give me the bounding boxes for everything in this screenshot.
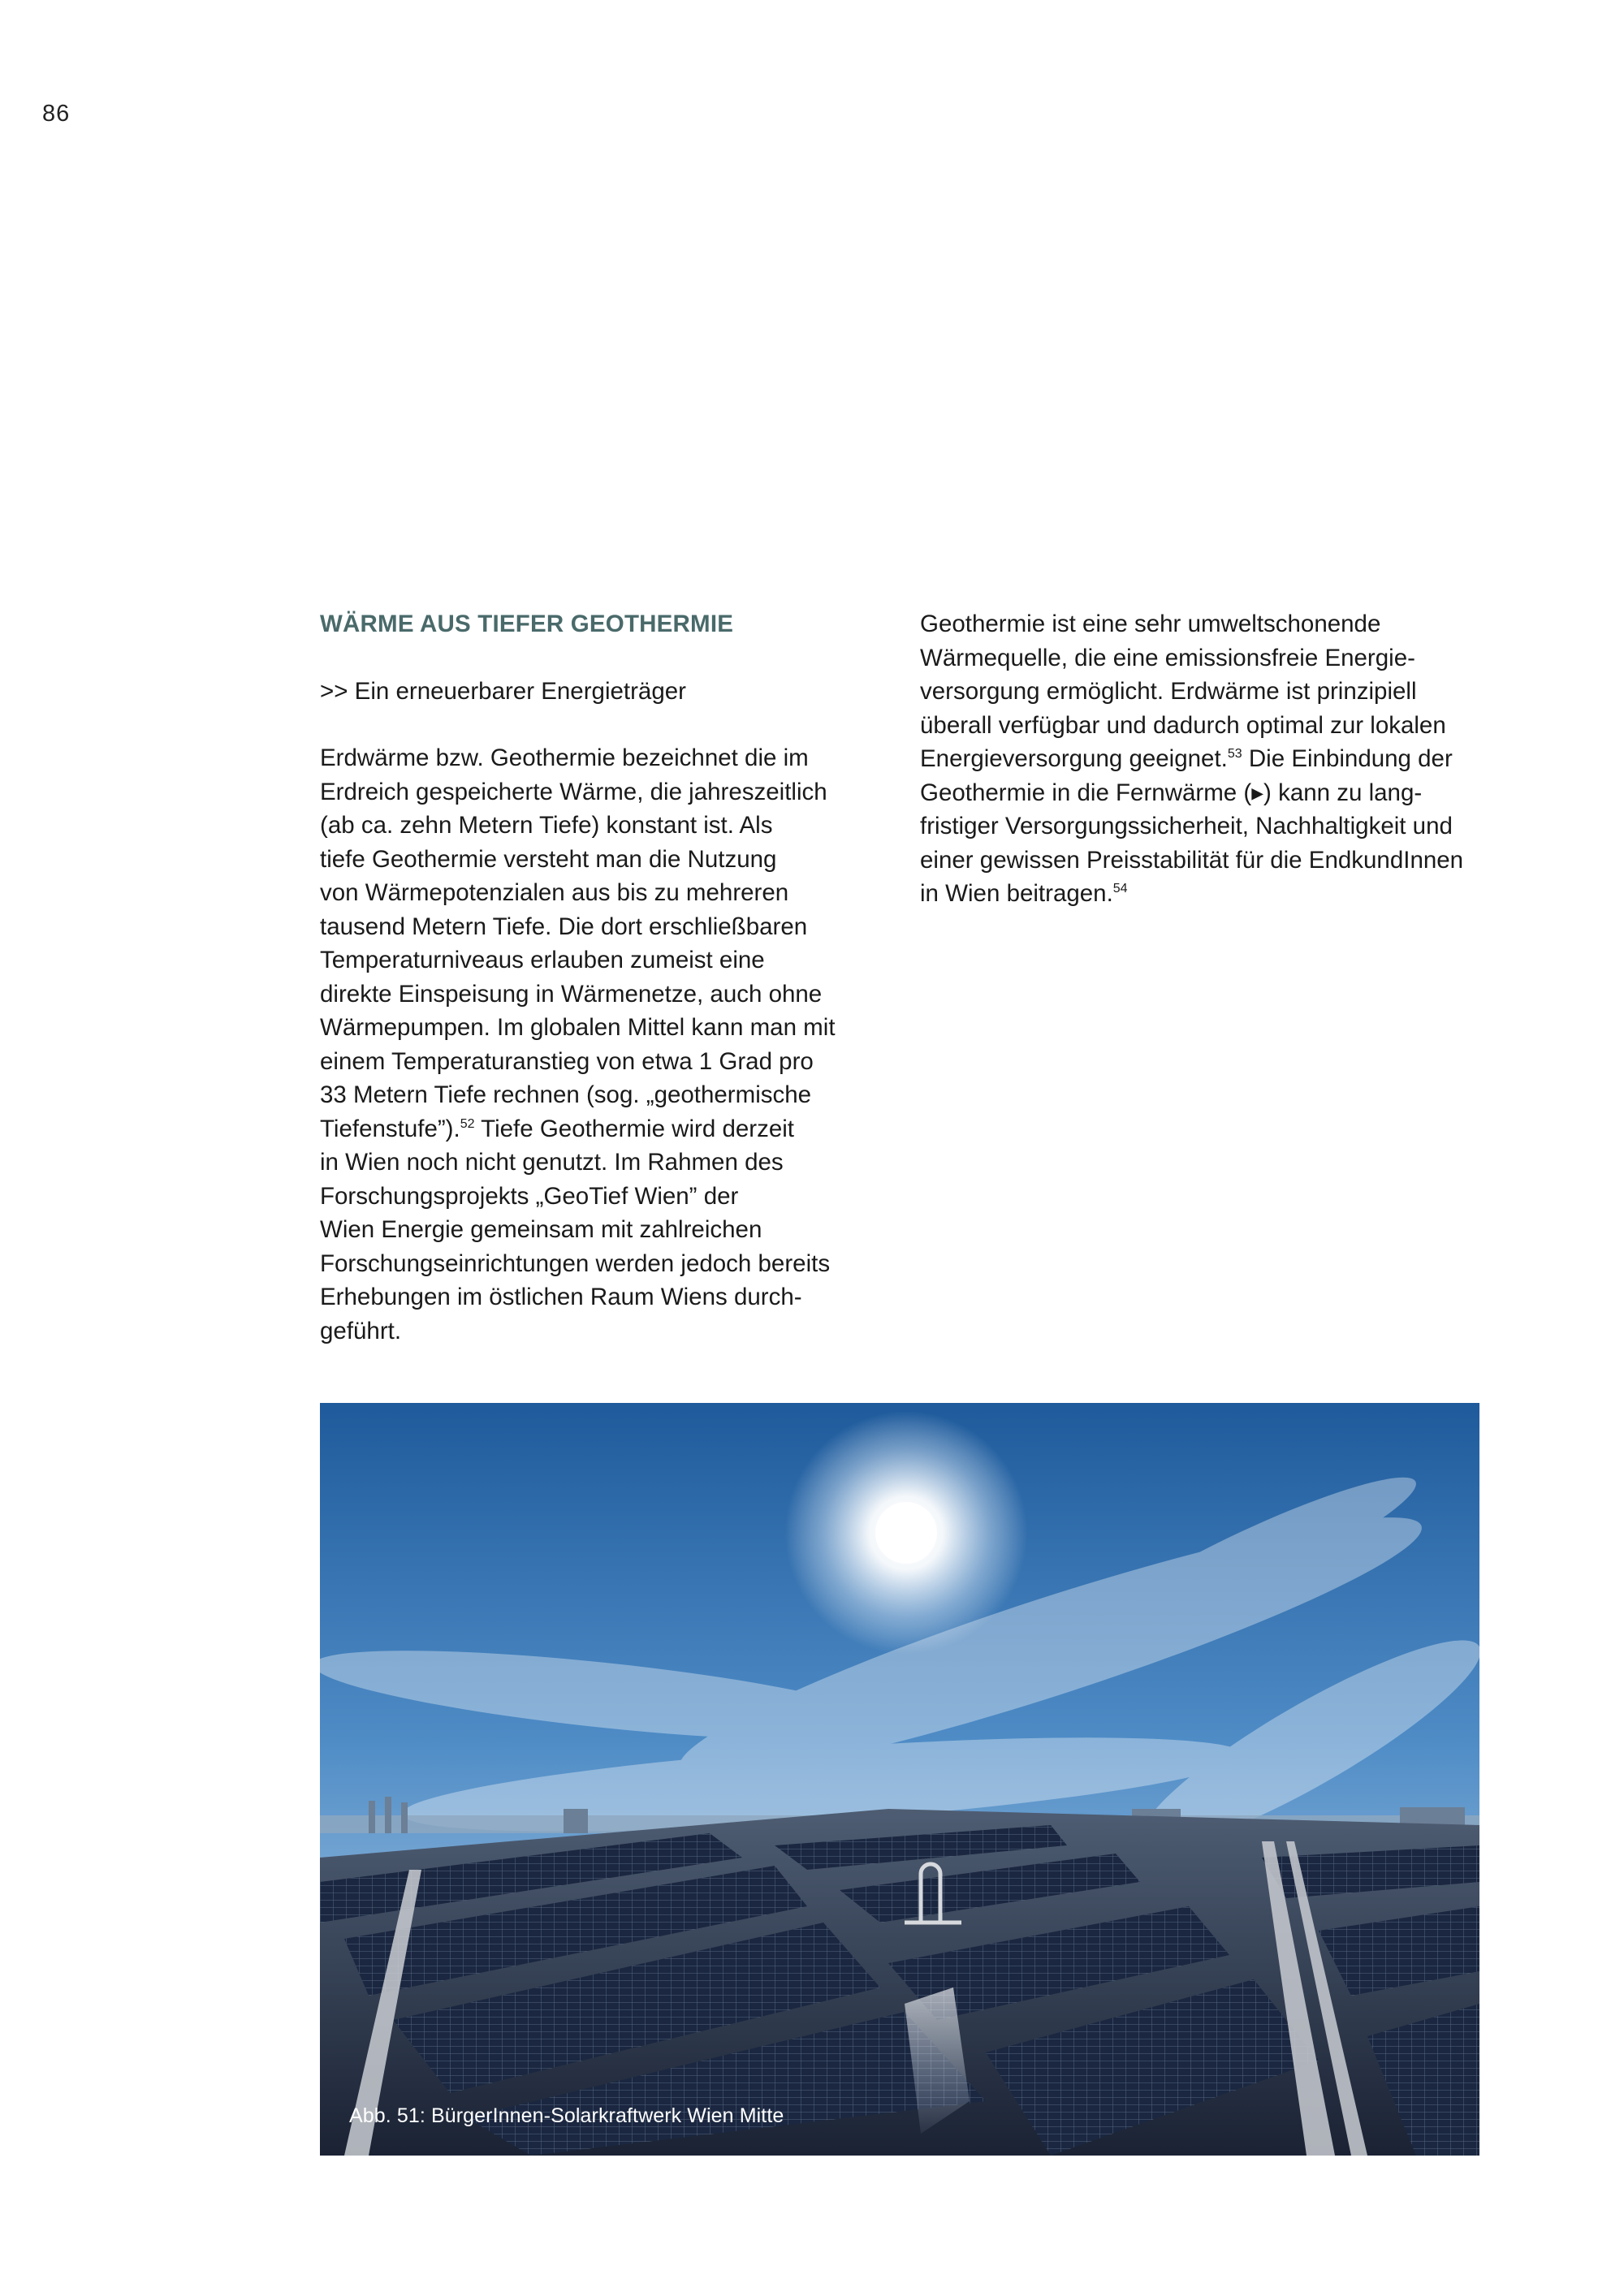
- text-line: Temperaturniveaus erlauben zumeist eine: [320, 947, 765, 973]
- text-line: Geothermie ist eine sehr umweltschonende: [920, 611, 1381, 637]
- section-heading: WÄRME AUS TIEFER GEOTHERMIE: [320, 611, 734, 637]
- figure-caption: Abb. 51: BürgerInnen-Solarkraftwerk Wien Mitte: [349, 2104, 784, 2127]
- text-line: fristiger Versorgungssicherheit, Nachhaltigkeit und: [920, 813, 1453, 839]
- page-number: 86: [42, 101, 71, 127]
- cross-reference-arrow-icon[interactable]: ▸: [1251, 779, 1264, 806]
- text-fragment: Tiefenstufe”).: [320, 1115, 460, 1142]
- text-line: Wärmepumpen. Im globalen Mittel kann man mit: [320, 1014, 836, 1041]
- text-line: tiefe Geothermie versteht man die Nutzung: [320, 845, 777, 873]
- text-line: Erdreich gespeicherte Wärme, die jahreszeitlich: [320, 778, 827, 805]
- text-line: [320, 1112, 856, 1146]
- subheading: >> Ein erneuerbarer Energieträger: [320, 677, 686, 705]
- footnote-ref-53[interactable]: 53: [1227, 747, 1242, 761]
- solar-rooftop-photo: [320, 1403, 1479, 2156]
- text-line: Erhebungen im östlichen Raum Wiens durch-: [320, 1284, 802, 1310]
- left-body-text: [320, 741, 856, 1348]
- text-line: tausend Metern Tiefe. Die dort erschließbaren: [320, 913, 808, 940]
- text-line: [920, 742, 1488, 776]
- text-line: [920, 776, 1488, 810]
- footnote-ref-52[interactable]: 52: [460, 1116, 475, 1131]
- text-line: direkte Einspeisung in Wärmenetze, auch ohne: [320, 980, 823, 1008]
- text-line: einem Temperaturanstieg von etwa 1 Grad pro: [320, 1047, 814, 1075]
- text-line: geführt.: [320, 1317, 402, 1344]
- left-column: [320, 607, 856, 1348]
- text-line: (ab ca. zehn Metern Tiefe) konstant ist. Als: [320, 812, 773, 839]
- text-fragment: in Wien beitragen.: [920, 880, 1113, 907]
- text-line: einer gewissen Preisstabilität für die EndkundInnen: [920, 846, 1464, 874]
- text-line: Wärmequelle, die eine emissionsfreie Energie-: [920, 644, 1415, 671]
- text-line: überall verfügbar und dadurch optimal zur lokalen: [920, 711, 1446, 739]
- text-line: Forschungsprojekts „GeoTief Wien” der: [320, 1182, 739, 1210]
- text-fragment: Die Einbindung der: [1242, 745, 1453, 772]
- text-line: Erdwärme bzw. Geothermie bezeichnet die im: [320, 744, 809, 771]
- text-fragment: Geothermie in die Fernwärme (: [920, 779, 1252, 806]
- footnote-ref-54[interactable]: 54: [1112, 882, 1128, 896]
- text-line: von Wärmepotenzialen aus bis zu mehreren: [320, 879, 789, 906]
- text-line: [920, 877, 1488, 911]
- text-fragment: ) kann zu lang-: [1263, 779, 1423, 806]
- right-column: [920, 607, 1488, 911]
- text-line: versorgung ermöglicht. Erdwärme ist prinzipiell: [920, 678, 1417, 705]
- text-line: Forschungseinrichtungen werden jedoch bereits: [320, 1249, 831, 1277]
- photo-illustration: [320, 1403, 1479, 2156]
- text-fragment: Energieversorgung geeignet.: [920, 745, 1228, 772]
- sun-core: [875, 1502, 937, 1564]
- text-line: in Wien noch nicht genutzt. Im Rahmen des: [320, 1149, 784, 1176]
- text-line: 33 Metern Tiefe rechnen (sog. „geothermische: [320, 1081, 812, 1108]
- right-body-text: [920, 607, 1488, 911]
- text-fragment: Tiefe Geothermie wird derzeit: [474, 1115, 794, 1142]
- text-line: Wien Energie gemeinsam mit zahlreichen: [320, 1216, 762, 1243]
